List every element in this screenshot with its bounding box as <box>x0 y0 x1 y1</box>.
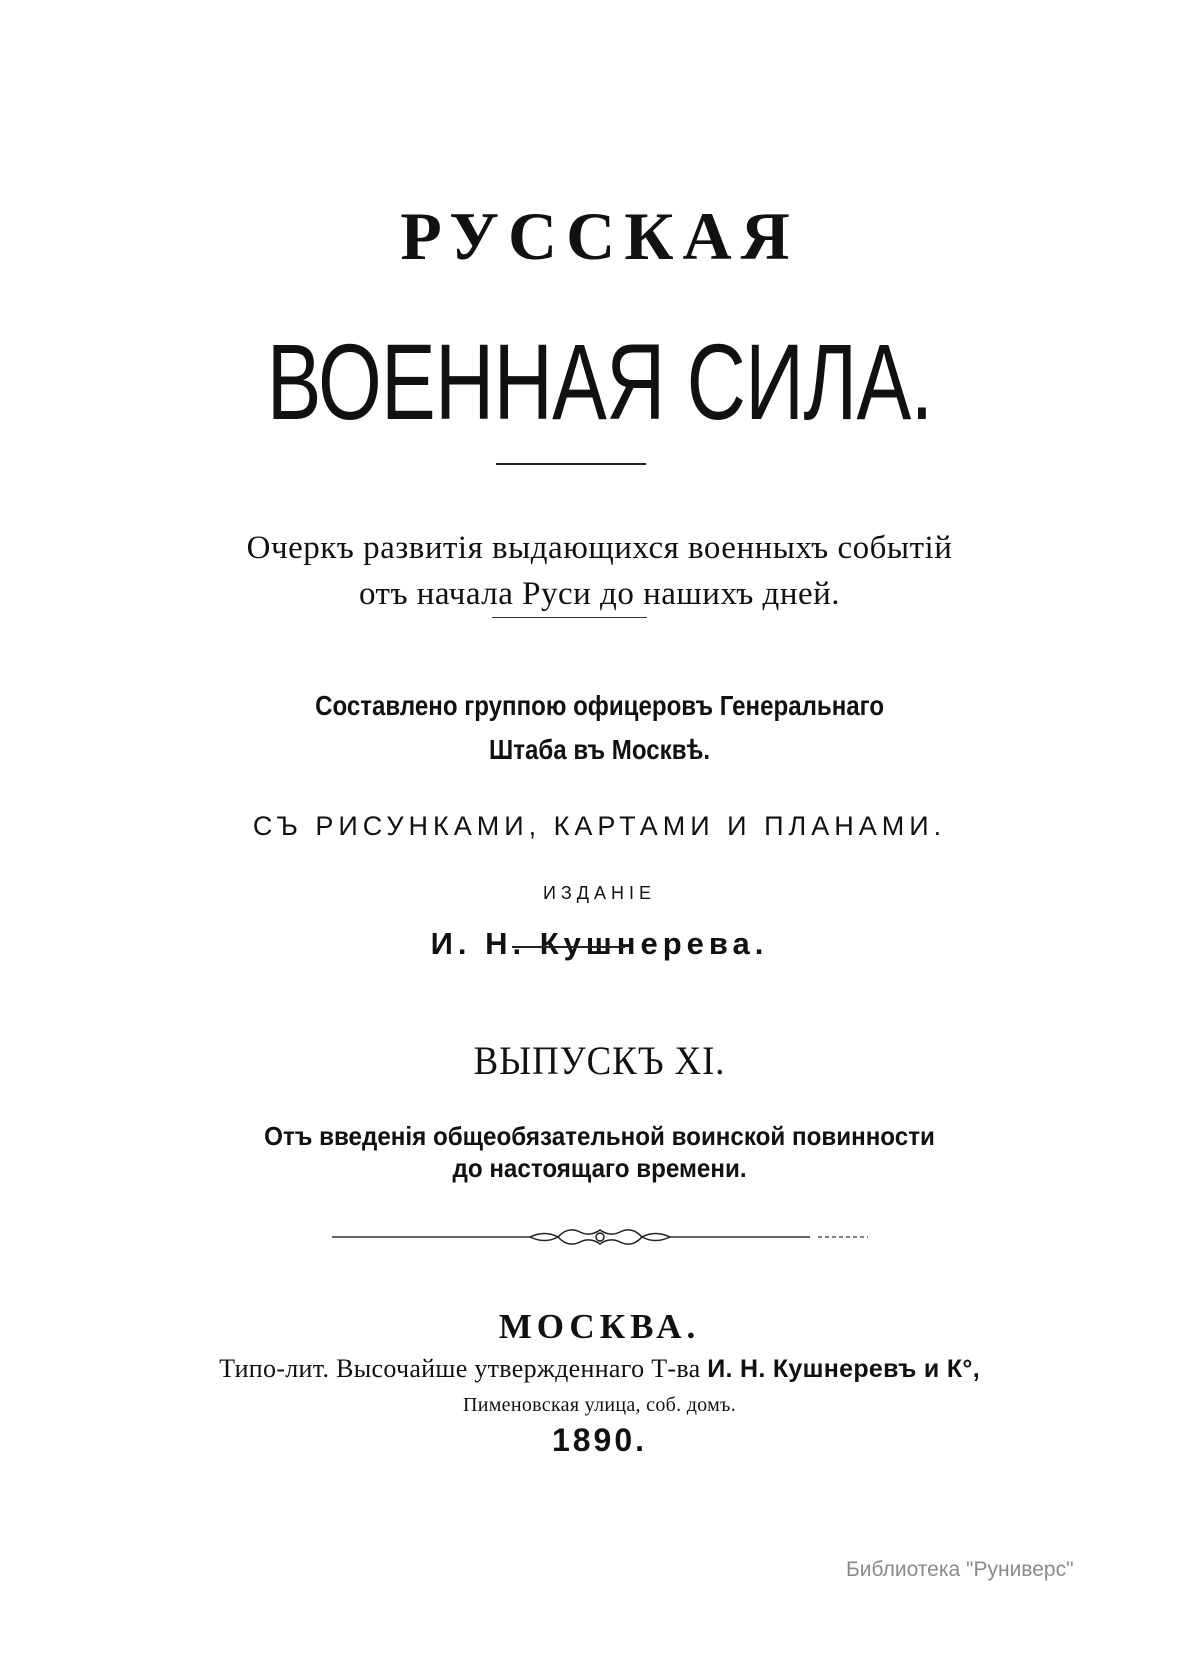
imprint-street: Пименовская улица, соб. домъ. <box>462 1394 736 1416</box>
issue-description-line-2: до настоящаго времени. <box>452 1153 747 1183</box>
issue-number: ВЫПУСКЪ XI. <box>473 1038 726 1083</box>
issue-description-line-1: Отъ введенія общеобязательной воинской повинности <box>264 1121 935 1151</box>
publisher-name: И. Н. Кушнерева. <box>430 926 769 961</box>
subtitle-line-2: отъ начала Руси до нашихъ дней. <box>358 576 841 612</box>
imprint-year: 1890. <box>551 1422 648 1458</box>
divider-rule-1 <box>496 463 646 465</box>
compiled-by-line-2: Штаба въ Москвѣ. <box>489 734 711 765</box>
subtitle-line-1: Очеркъ развитія выдающихся военныхъ событій <box>246 530 953 566</box>
imprint-printer <box>0 1351 1199 1387</box>
title-line-2: ВОЕННАЯ СИЛА. <box>266 321 933 442</box>
divider-rule-2 <box>492 617 647 618</box>
divider-rule-3 <box>512 946 625 948</box>
edition-label: ИЗДАНІЕ <box>542 883 656 903</box>
compiled-by-line-1: Составлено группою офицеровъ Генеральнаго <box>315 690 885 721</box>
library-watermark: Библиотека "Руниверс" <box>846 1558 1074 1581</box>
ornamental-divider <box>330 1222 870 1252</box>
imprint-printer-prefix: Типо-лит. Высочайше утвержденнаго Т-ва <box>219 1354 701 1383</box>
imprint-printer-name: И. Н. Кушнеревъ и К°, <box>707 1355 980 1383</box>
imprint-city: МОСКВА. <box>498 1307 701 1346</box>
illustrations-note: СЪ РИСУНКАМИ, КАРТАМИ И ПЛАНАМИ. <box>252 811 947 841</box>
title-line-1: РУССКАЯ <box>400 198 799 274</box>
